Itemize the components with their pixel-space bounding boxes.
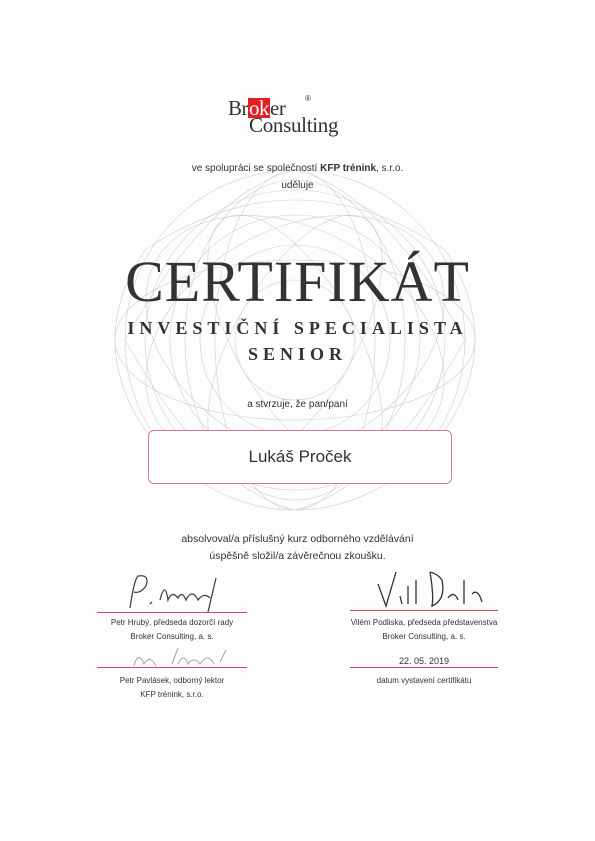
signature-line-left1: [97, 612, 247, 613]
signature-podliska: [372, 566, 492, 611]
completion-line2: úspěšně složil/a závěrečnou zkoušku.: [209, 550, 386, 562]
completion-line1: absolvoval/a příslušný kurz odborného vzdělávání: [181, 533, 414, 545]
signature-line-right1: [350, 610, 498, 611]
date-line: [350, 667, 498, 668]
left2-org: KFP trénink, s.r.o.: [140, 690, 204, 699]
date-label: datum vystavení certifikátu: [376, 676, 472, 685]
intro-suffix: , s.r.o.: [376, 163, 404, 174]
recipient-name: Lukáš Proček: [248, 447, 352, 466]
left1-name: Petr Hrubý, předseda dozorčí rady: [110, 618, 234, 627]
logo-part1: Br: [228, 96, 248, 120]
signature-hruby: [120, 570, 230, 615]
intro-company: KFP trénink: [320, 163, 377, 174]
recipient-box: [148, 430, 452, 484]
left1-org: Broker Consulting, a. s.: [130, 632, 214, 641]
broker-consulting-logo: [222, 96, 372, 140]
certificate-title: CERTIFIKÁT: [125, 249, 470, 314]
right1-name: Vilém Podliska, předseda představenstva: [350, 618, 498, 627]
logo-consulting-text: Consulting: [249, 113, 339, 137]
certificate-subtitle-line2: SENIOR: [247, 344, 348, 364]
signature-line-left2: [97, 667, 247, 668]
logo-part3: er: [270, 96, 286, 120]
left2-name: Petr Pavlásek, odborný lektor: [119, 676, 225, 685]
certificate-subtitle-line1: INVESTIČNÍ SPECIALISTA: [127, 318, 468, 338]
right1-org: Broker Consulting, a. s.: [382, 632, 466, 641]
issue-date: 22. 05. 2019: [398, 656, 450, 666]
intro-awards: uděluje: [281, 180, 314, 191]
intro-prefix: ve spolupráci se společností: [191, 163, 321, 174]
intro-line: [0, 163, 595, 174]
confirm-text: a stvrzuje, že pan/paní: [247, 399, 348, 410]
registered-mark: ®: [305, 94, 311, 103]
logo-accent: ok: [249, 96, 269, 120]
